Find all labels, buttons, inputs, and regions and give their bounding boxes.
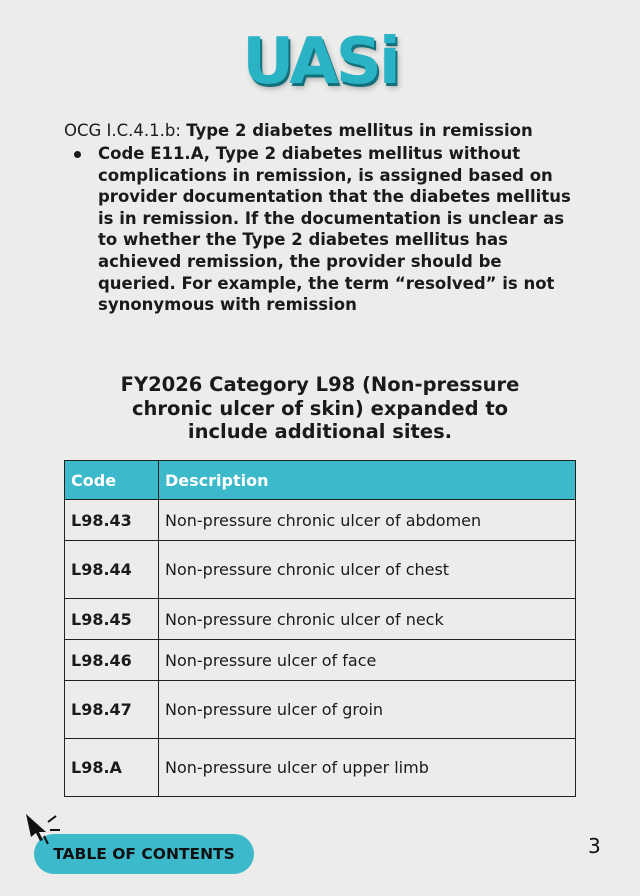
section-title-line: chronic ulcer of skin) expanded to [131, 396, 509, 420]
description-cell: Non-pressure chronic ulcer of abdomen [159, 500, 576, 541]
l98-codes-table [64, 460, 576, 797]
page-number: 3 [588, 834, 601, 858]
description-cell: Non-pressure ulcer of groin [159, 681, 576, 739]
code-cell: L98.A [65, 739, 159, 797]
description-cell: Non-pressure ulcer of upper limb [159, 739, 576, 797]
table-row [65, 739, 576, 797]
ocg-bullet [74, 143, 574, 316]
code-cell: L98.43 [65, 500, 159, 541]
description-cell: Non-pressure ulcer of face [159, 640, 576, 681]
section-title [0, 373, 640, 444]
code-cell: L98.44 [65, 541, 159, 599]
table-row [65, 500, 576, 541]
table-row [65, 681, 576, 739]
ocg-title: Type 2 diabetes mellitus in remission [186, 121, 533, 140]
description-cell: Non-pressure chronic ulcer of neck [159, 599, 576, 640]
code-cell: L98.45 [65, 599, 159, 640]
ocg-reference: OCG I.C.4.1.b: [64, 121, 187, 140]
description-cell: Non-pressure chronic ulcer of chest [159, 541, 576, 599]
bullet-dot-icon [74, 151, 81, 158]
section-title-line: include additional sites. [187, 420, 453, 443]
section-title-line: FY2026 Category L98 (Non-pressure [120, 373, 520, 396]
table-row [65, 599, 576, 640]
table-of-contents-button[interactable]: TABLE OF CONTENTS [34, 834, 254, 874]
column-header-description: Description [159, 461, 576, 500]
ocg-heading [64, 120, 584, 141]
table-header-row [65, 461, 576, 500]
column-header-code: Code [65, 461, 159, 500]
uasi-logo: UASi [242, 25, 398, 99]
code-cell: L98.46 [65, 640, 159, 681]
table-row [65, 541, 576, 599]
table-row [65, 640, 576, 681]
ocg-bullet-text: Code E11.A, Type 2 diabetes mellitus without complications in remission, is assigned based on provider documentation that the diabetes mellitus is in remission. If the documentation is unclear as to whether the Type 2 diabetes mellitus has achieved remission, the provider should be queried. For example, the term “resolved” is not synonymous with remission [98, 144, 571, 315]
pointer-click-icon [22, 808, 66, 848]
code-cell: L98.47 [65, 681, 159, 739]
